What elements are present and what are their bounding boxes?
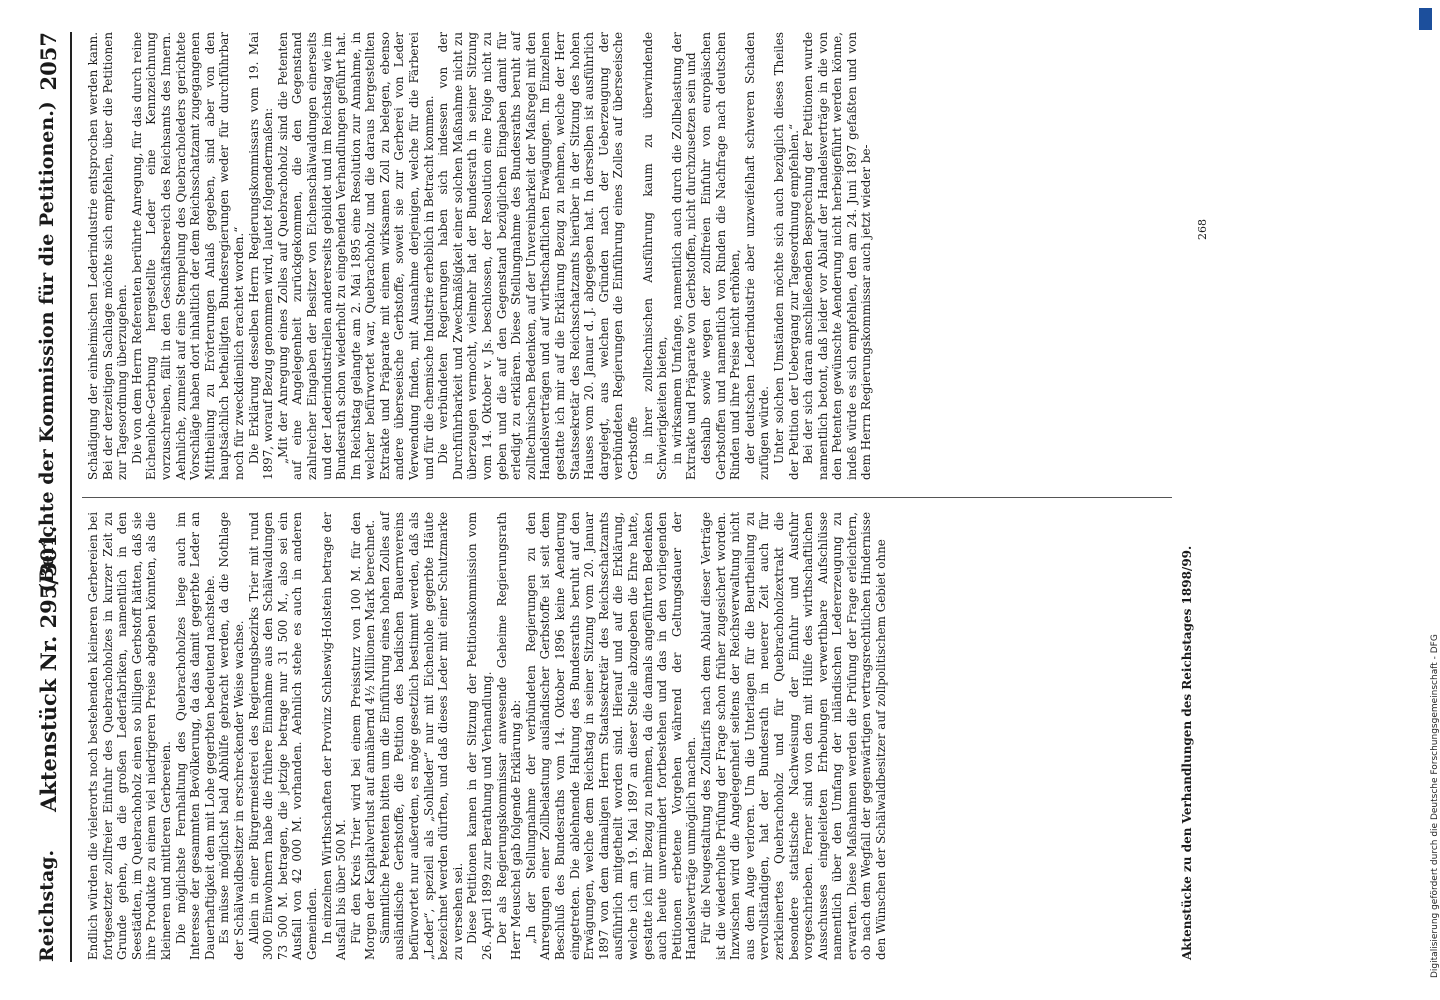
page-footer: Aktenstücke zu den Verhandlungen des Reichstages 1898/99. [1180, 545, 1194, 960]
paragraph: Der als Regierungskommissar anwesende Geheime Regierungsrath Herr Meuschel gab folgende Erklärung ab: [494, 512, 524, 960]
paragraph: Bei der sich daran anschließenden Besprechung der Petitionen wurde namentlich betont, daß leider vor Ablauf der Handelsverträge in die von den Petenten gewünschte Aenderung nicht herbeigeführt werden könne, indeß würde es sich empfehlen, den am 24. Juni 1897 gefaßten und von dem Herrn Regierungskommissar auch jetzt wieder be- [801, 32, 874, 480]
column-divider [82, 497, 1172, 498]
paragraph: Es müsse möglichst bald Abhülfe gebracht werden, da die Nothlage der Schälwaldbesitzer in erschreckender Weise wachse. [217, 512, 246, 960]
paragraph: in wirksamem Umfange, namentlich auch durch die Zollbelastung der Extrakte und Präparate von Gerbstoffen, nicht durchzusetzen sein und [669, 32, 699, 480]
paragraph: in ihrer zolltechnischen Ausführung kaum zu überwindende Schwierigkeiten bieten, [640, 32, 670, 480]
page-mark: 268 [1196, 219, 1209, 240]
digitization-note-text: Digitalisierung gefördert durch die Deutsche Forschungsgemeinschaft - DFG [1430, 634, 1440, 978]
paragraph: Schädigung der einheimischen Lederindustrie entsprochen werden kann. Bei der derzeitigen Sachlage möchte sich empfehlen, über die Petitionen zur Tagesordnung überzugehen. [86, 32, 130, 480]
paragraph: Für den Kreis Trier wird bei einem Preissturz von 100 M. für den Morgen der Kapitalverlust auf annähernd 4½ Millionen Mark berechnet. [348, 512, 378, 960]
paragraph: „In der Stellungnahme der verbündeten Regierungen zu den Anregungen einer Zollbelastung ausländischer Gerbstoffe ist seit dem Beschluß des Bundesraths vom 14. Oktober 1896 keine Aenderung eingetreten. Die ablehnende Haltung des Bundesraths beruht auf den Erwägungen, welche dem Reichstag in seiner Sitzung vom 20. Januar 1897 von dem damaligen Herrn Staatssekretär des Reichsschatzamts ausführlich mitgetheilt worden sind. Hierauf und auf die Erklärung, welche ich am 19. Mai 1897 an dieser Stelle abzugeben die Ehre hatte, gestatte ich mir Bezug zu nehmen, da die damals angeführten Bedenken auch heute unvermindert fortbestehen und das in den vorliegenden Petitionen erbetene Vorgehen während der Geltungsdauer der Handelsverträge unmöglich machen. [523, 512, 699, 960]
paragraph: Unter solchen Umständen möchte sich auch bezüglich dieses Theiles der Petition der Uebergang zur Tagesordnung empfehlen.“ [771, 32, 801, 480]
paragraph: Die von dem Herrn Referenten berührte Anregung, für das durch reine Eichenlohe-Gerbung hergestellte Leder eine Kennzeichnung vorzuschreiben, fällt in den Geschäftsbereich des Reichsamts des Innern. Aehnliche, zumeist auf eine Stempelung des Quebracholeders gerichtete Vorschläge haben dort inhaltlich der dem Reichsschatzamt zugegangenen Mittheilung zu Erörterungen Anlaß gegeben, sind aber von den hauptsächlich betheiligten Bundesregierungen weder für durchführbar noch für zweckdienlich erachtet worden.“ [129, 32, 246, 480]
right-text-column [86, 32, 874, 480]
paragraph: Allein in einer Bürgermeisterei des Regierungsbezirks Trier mit rund 3000 Einwohnern habe die frühere Einnahme aus den Schälwaldungen 73 500 M. betragen, die jetzige betrage nur 31 500 M., also sei ein Ausfall von 42 000 M. vorhanden. Aehnlich stehe es auch in anderen Gemeinden. [246, 512, 319, 960]
paragraph: der deutschen Lederindustrie aber unzweifelhaft schweren Schaden zufügen würde. [742, 32, 772, 480]
paragraph: Endlich würden die vielerorts noch bestehenden kleineren Gerbereien bei fortgesetzter zollfreier Einfuhr des Quebrachoholzes in kurzer Zeit zu Grunde gehen, da die großen Lederfabriken, namentlich in den Seestädten, im Quebrachoholz einen so billigen Gerbstoff hätten, daß sie ihre Produkte zu einem viel niedrigeren Preise abgeben könnten, als die kleineren und mittleren Gerbereien. [86, 511, 173, 960]
paragraph: deshalb sowie wegen der zollfreien Einfuhr von europäischen Gerbstoffen und namentlich von Rinden die Nachfrage nach deutschen Rinden und ihre Preise nicht erhöhen, [698, 32, 743, 480]
header-rule [70, 32, 72, 962]
header-section-title: (Berichte der Kommission für die Petitionen.) [36, 101, 58, 592]
header-left: Reichstag. [36, 849, 58, 962]
header-page-number: 2057 [36, 32, 61, 91]
paragraph: „Mit der Anregung eines Zolles auf Quebrachoholz sind die Petenten auf eine Angelegenheit zurückgekommen, die den Gegenstand zahlreicher Eingaben der Besitzer von Eichenschälwaldungen einerseits und der Lederindustriellen andererseits gebildet und im Reichstag wie im Bundesrath schon wiederholt zu eingehenden Verhandlungen geführt hat. Im Reichstag gelangte am 2. Mai 1895 eine Resolution zur Annahme, in welcher befürwortet war, Quebrachoholz und die daraus hergestellten Extrakte und Präparate mit einem wirksamen Zoll zu belegen, ebenso andere überseeische Gerbstoffe, soweit sie zur Gerberei von Leder Verwendung finden, mit Ausnahme derjenigen, welche für die Färberei und für die chemische Industrie erheblich in Betracht kommen. [275, 32, 436, 480]
paragraph: Für die Neugestaltung des Zolltarifs nach dem Ablauf dieser Verträge ist die wiederholte Prüfung der Frage schon früher zugesichert worden. Inzwischen wird die Angelegenheit seitens der Reichsverwaltung nicht aus dem Auge verloren. Um die Unterlagen für die Beurtheilung zu vervollständigen, hat der Bundesrath in neuerer Zeit auch für zerkleinertes Quebrachoholz und für Quebrachoholzextrakt die besondere statistische Nachweisung der Einfuhr und Ausfuhr vorgeschrieben. Ferner sind von den mit Hülfe des wirthschaftlichen Ausschusses eingeleiteten Erhebungen verwerthbare Aufschlüsse namentlich über den Umfang der inländischen Ledererzeugung zu erwarten. Diese Maßnahmen werden die Prüfung der Frage erleichtern, ob nach dem Wegfall der gegenwärtigen vertragsrechtlichen Hindernisse den Wünschen der Schälwaldbesitzer auf zollpolitischem Gebiet ohne [698, 512, 889, 960]
left-text-column [86, 512, 889, 960]
paragraph: Sämmtliche Petenten bitten um die Einführung eines hohen Zolles auf ausländische Gerbstoffe, die Petition des badischen Bauernvereins befürwortet nur außerdem, es möge gesetzlich bestimmt werden, daß als „Leder“, speziell als „Sohlleder“ nur mit Eichenlohe gegerbte Häute bezeichnet werden dürften, und daß dieses Leder mit einer Schutzmarke zu versehen sei. [377, 512, 465, 960]
page-header [30, 32, 66, 962]
paragraph: Die Erklärung desselben Herrn Regierungskommissars vom 19. Mai 1897, worauf Bezug genommen wird, lautet folgendermaßen: [246, 32, 276, 480]
paragraph: Die verbündeten Regierungen haben sich indessen von der Durchführbarkeit und Zweckmäßigkeit einer solchen Maßnahme nicht zu überzeugen vermocht, vielmehr hat der Bundesrath in seiner Sitzung vom 14. Oktober v. Js. beschlossen, der Resolution eine Folge nicht zu geben und die auf den Gegenstand bezüglichen Eingaben damit für erledigt zu erklären. Diese Stellungnahme des Bundesraths beruht auf zolltechnischen Bedenken, auf der Unvereinbarkeit der Maßregel mit den Handelsverträgen und auf wirthschaftlichen Erwägungen. Im Einzelnen gestatte ich mir auf die Erklärung Bezug zu nehmen, welche der Herr Staatssekretär des Reichsschatzamts hierüber in der Sitzung des hohen Hauses vom 20. Januar d. J. abgegeben hat. In derselben ist ausführlich dargelegt, aus welchen Gründen nach der Ueberzeugung der verbündeten Regierungen die Einführung eines Zolles auf überseeische Gerbstoffe [436, 32, 640, 480]
paragraph: Diese Petitionen kamen in der Sitzung der Petitionskommission vom 26. April 1899 zur Berathung und Verhandlung. [465, 512, 495, 960]
header-document-number: Aktenstück Nr. 295/301. [36, 525, 61, 812]
paragraph: In einzelnen Wirthschaften der Provinz Schleswig-Holstein betrage der Ausfall bis über 500 M. [319, 512, 349, 960]
digitization-note [1418, 8, 1440, 998]
dfg-logo-icon [1419, 8, 1432, 30]
paragraph: Die möglichste Fernhaltung des Quebrachoholzes liege auch im Interesse der gesammten Bevölkerung, da das damit gegerbte Leder an Dauerhaftigkeit dem mit Lohe gegerbten bedeutend nachstehe. [173, 512, 217, 960]
